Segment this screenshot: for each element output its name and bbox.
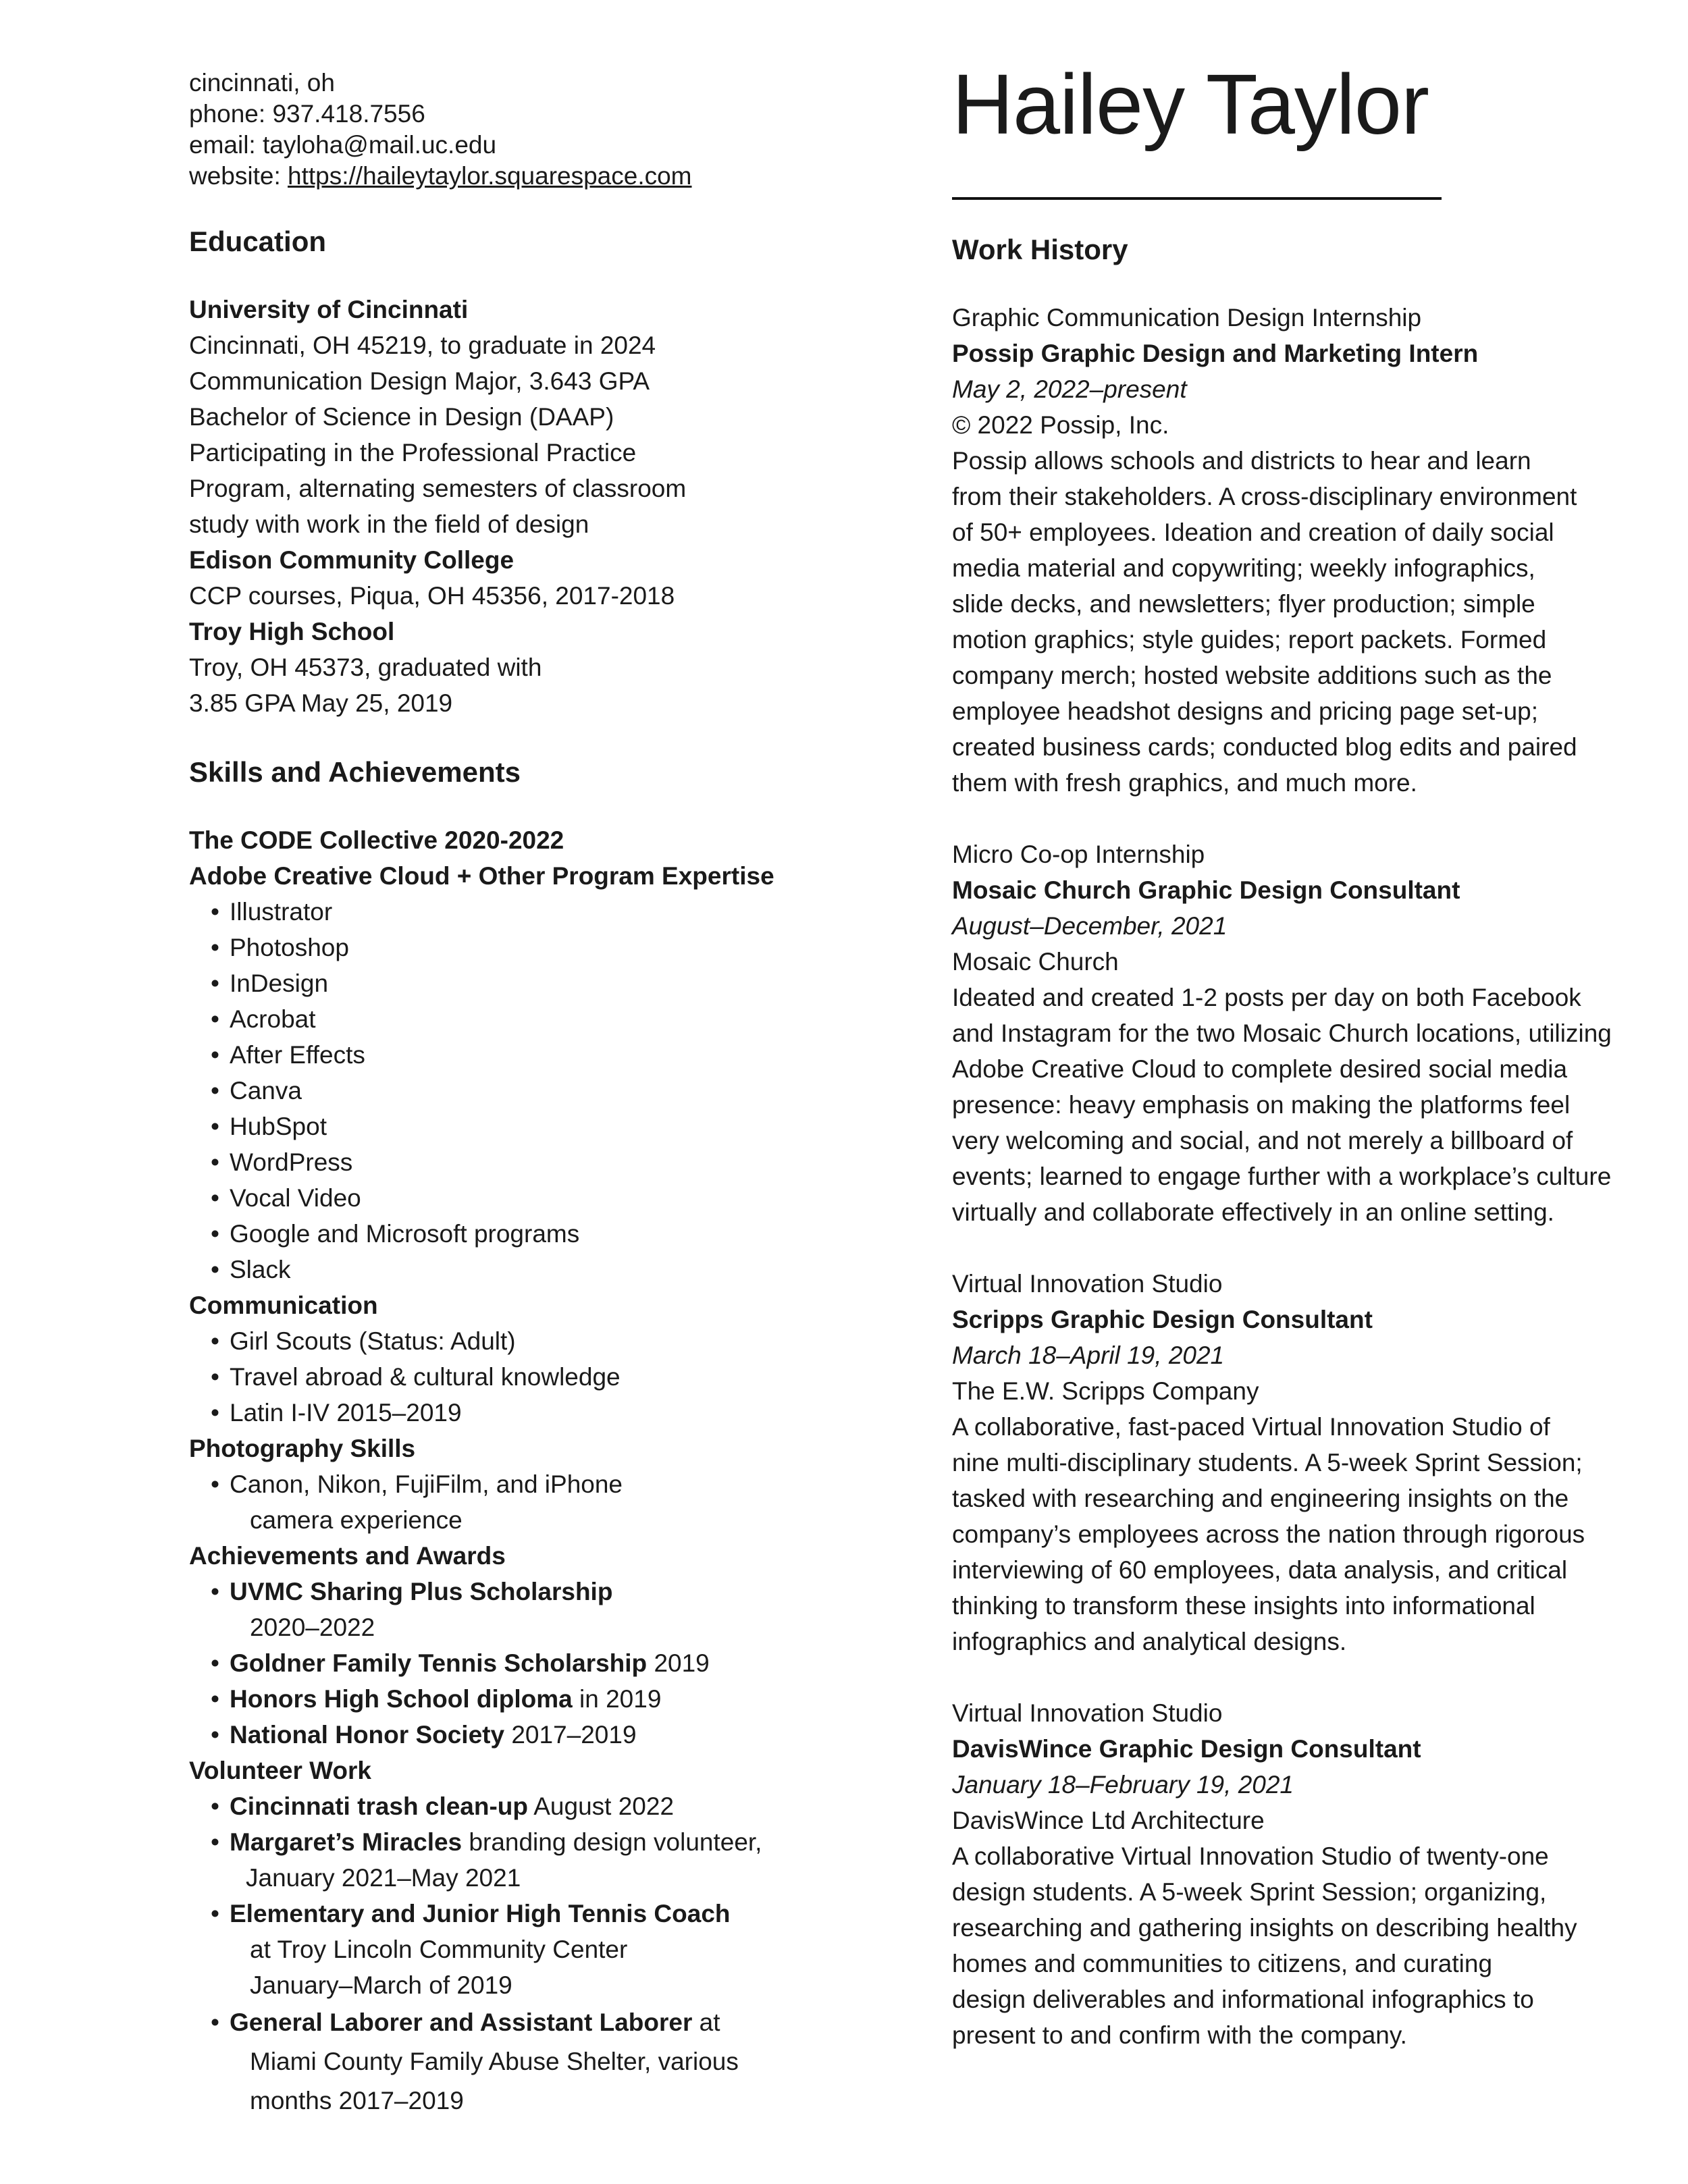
- list-item-continued: months 2017–2019: [250, 2087, 464, 2114]
- job-desc-line: interviewing of 60 employees, data analysis, and critical: [952, 1556, 1568, 1584]
- email: email: tayloha@mail.uc.edu: [189, 131, 497, 159]
- job-desc-line: them with fresh graphics, and much more.: [952, 769, 1417, 797]
- photography-title: Photography Skills: [189, 1435, 416, 1462]
- job-program: Virtual Innovation Studio: [952, 1699, 1223, 1727]
- job-desc-line: employee headshot designs and pricing page set-up;: [952, 697, 1539, 725]
- edu-line: 3.85 GPA May 25, 2019: [189, 689, 453, 717]
- education-troy: [189, 614, 918, 721]
- edu-line: study with work in the field of design: [189, 510, 589, 538]
- website: [189, 161, 918, 192]
- list-item: • Canon, Nikon, FujiFilm, and iPhone: [189, 1466, 918, 1502]
- list-item-continued: January–March of 2019: [250, 1971, 512, 1999]
- adobe-title: Adobe Creative Cloud + Other Program Expertise: [189, 862, 774, 890]
- job-title: Possip Graphic Design and Marketing Intern: [952, 340, 1479, 367]
- edu-line: Participating in the Professional Practice: [189, 439, 637, 467]
- edu-line: CCP courses, Piqua, OH 45356, 2017-2018: [189, 582, 675, 610]
- job-desc-line: homes and communities to citizens, and curating: [952, 1950, 1493, 1977]
- name-title: Hailey Taylor: [952, 57, 1429, 152]
- list-item: [189, 2003, 918, 2042]
- school-name: University of Cincinnati: [189, 296, 469, 323]
- job-scripps: [952, 1266, 1647, 1659]
- job-desc-line: Adobe Creative Cloud to complete desired social media: [952, 1055, 1568, 1083]
- list-item: • Acrobat: [189, 1001, 918, 1037]
- achievements-title: Achievements and Awards: [189, 1542, 506, 1570]
- job-desc-line: media material and copywriting; weekly infographics,: [952, 554, 1535, 582]
- volunteer-detail: at: [692, 2008, 720, 2036]
- volunteer-role: General Laborer and Assistant Laborer: [230, 2008, 693, 2036]
- list-item: [189, 1574, 918, 1609]
- volunteer-detail: August 2022: [528, 1792, 675, 1820]
- job-program: Virtual Innovation Studio: [952, 1270, 1223, 1298]
- volunteer-role: Margaret’s Miracles: [230, 1828, 463, 1856]
- list-item-continued: Miami County Family Abuse Shelter, various: [250, 2048, 739, 2075]
- award-name: Honors High School diploma: [230, 1685, 573, 1713]
- list-item: [189, 1681, 918, 1717]
- edu-line: Communication Design Major, 3.643 GPA: [189, 367, 650, 395]
- edu-line: Cincinnati, OH 45219, to graduate in 2024: [189, 331, 656, 359]
- job-dates: March 18–April 19, 2021: [952, 1341, 1225, 1369]
- list-item: • Vocal Video: [189, 1180, 918, 1216]
- list-item: • Travel abroad & cultural knowledge: [189, 1359, 918, 1395]
- education-uc: [189, 292, 918, 542]
- skills-heading: Skills and Achievements: [189, 756, 521, 788]
- job-company: Mosaic Church: [952, 948, 1119, 976]
- education-edison: [189, 542, 918, 614]
- volunteer-detail: branding design volunteer,: [462, 1828, 762, 1856]
- job-desc-line: from their stakeholders. A cross-disciplinary environment: [952, 483, 1577, 510]
- job-desc-line: of 50+ employees. Ideation and creation of daily social: [952, 518, 1554, 546]
- job-dates: May 2, 2022–present: [952, 375, 1187, 403]
- award-name: UVMC Sharing Plus Scholarship: [230, 1578, 613, 1605]
- list-item-continued: 2020–2022: [250, 1614, 375, 1641]
- job-title: Mosaic Church Graphic Design Consultant: [952, 876, 1460, 904]
- job-desc-line: virtually and collaborate effectively in an online setting.: [952, 1198, 1554, 1226]
- volunteer-role: Cincinnati trash clean-up: [230, 1792, 529, 1820]
- job-dates: August–December, 2021: [952, 912, 1228, 940]
- location: cincinnati, oh: [189, 69, 335, 97]
- award-year: 2019: [647, 1649, 710, 1677]
- list-item: • WordPress: [189, 1144, 918, 1180]
- job-desc-line: company’s employees across the nation through rigorous: [952, 1520, 1585, 1548]
- communication-title: Communication: [189, 1291, 378, 1319]
- list-item: [189, 1896, 918, 1932]
- job-desc-line: motion graphics; style guides; report packets. Formed: [952, 626, 1547, 654]
- job-company: © 2022 Possip, Inc.: [952, 411, 1169, 439]
- school-name: Edison Community College: [189, 546, 515, 574]
- list-item: • Illustrator: [189, 894, 918, 930]
- website-label: website:: [189, 162, 288, 190]
- edu-line: Bachelor of Science in Design (DAAP): [189, 403, 614, 431]
- job-desc-line: and Instagram for the two Mosaic Church locations, utilizing: [952, 1019, 1612, 1047]
- list-item: [189, 1824, 918, 1860]
- award-year: in 2019: [572, 1685, 662, 1713]
- school-name: Troy High School: [189, 618, 395, 645]
- job-company: The E.W. Scripps Company: [952, 1377, 1259, 1405]
- job-desc-line: A collaborative Virtual Innovation Studio of twenty-one: [952, 1842, 1549, 1870]
- job-desc-line: presence: heavy emphasis on making the platforms feel: [952, 1091, 1571, 1119]
- list-item: [189, 1645, 918, 1681]
- job-desc-line: infographics and analytical designs.: [952, 1628, 1347, 1655]
- education-heading: Education: [189, 225, 327, 257]
- job-desc-line: slide decks, and newsletters; flyer production; simple: [952, 590, 1535, 618]
- list-item: • Google and Microsoft programs: [189, 1216, 918, 1252]
- list-item: • Latin I-IV 2015–2019: [189, 1395, 918, 1431]
- right-column: [952, 54, 1647, 2053]
- job-desc-line: tasked with researching and engineering insights on the: [952, 1485, 1569, 1512]
- phone: phone: 937.418.7556: [189, 100, 425, 128]
- list-item-continued: January 2021–May 2021: [246, 1864, 521, 1892]
- list-item: [189, 1717, 918, 1753]
- list-item-continued: at Troy Lincoln Community Center: [250, 1936, 628, 1963]
- job-program: Micro Co-op Internship: [952, 841, 1205, 868]
- job-desc-line: present to and confirm with the company.: [952, 2021, 1407, 2049]
- list-item-continued: camera experience: [250, 1506, 463, 1534]
- job-title: Scripps Graphic Design Consultant: [952, 1306, 1373, 1333]
- list-item: • Canva: [189, 1073, 918, 1109]
- edu-line: Troy, OH 45373, graduated with: [189, 654, 542, 681]
- contact-block: [189, 68, 918, 192]
- list-item: • Girl Scouts (Status: Adult): [189, 1323, 918, 1359]
- job-desc-line: company merch; hosted website additions such as the: [952, 662, 1552, 689]
- job-desc-line: researching and gathering insights on describing healthy: [952, 1914, 1577, 1942]
- volunteer-role: Elementary and Junior High Tennis Coach: [230, 1900, 731, 1927]
- list-item: • Photoshop: [189, 930, 918, 965]
- list-item: [189, 1788, 918, 1824]
- work-heading: Work History: [952, 234, 1128, 265]
- job-program: Graphic Communication Design Internship: [952, 304, 1422, 331]
- job-desc-line: very welcoming and social, and not merely a billboard of: [952, 1127, 1573, 1154]
- job-desc-line: design students. A 5-week Sprint Session; organizing,: [952, 1878, 1547, 1906]
- list-item: • Slack: [189, 1252, 918, 1287]
- job-possip: [952, 300, 1647, 801]
- job-desc-line: Ideated and created 1-2 posts per day on both Facebook: [952, 984, 1581, 1011]
- website-link[interactable]: https://haileytaylor.squarespace.com: [288, 162, 692, 190]
- job-desc-line: design deliverables and informational infographics to: [952, 1986, 1534, 2013]
- job-desc-line: thinking to transform these insights into informational: [952, 1592, 1535, 1620]
- edu-line: Program, alternating semesters of classroom: [189, 475, 687, 502]
- award-name: National Honor Society: [230, 1721, 505, 1749]
- list-item: • InDesign: [189, 965, 918, 1001]
- volunteer-title: Volunteer Work: [189, 1757, 372, 1784]
- job-desc-line: A collaborative, fast-paced Virtual Innovation Studio of: [952, 1413, 1550, 1441]
- award-name: Goldner Family Tennis Scholarship: [230, 1649, 648, 1677]
- job-dates: January 18–February 19, 2021: [952, 1771, 1294, 1799]
- job-desc-line: Possip allows schools and districts to hear and learn: [952, 447, 1531, 475]
- job-title: DavisWince Graphic Design Consultant: [952, 1735, 1421, 1763]
- job-company: DavisWince Ltd Architecture: [952, 1807, 1265, 1834]
- job-mosaic: [952, 836, 1647, 1230]
- list-item: • HubSpot: [189, 1109, 918, 1144]
- list-item: • After Effects: [189, 1037, 918, 1073]
- job-desc-line: nine multi-disciplinary students. A 5-week Sprint Session;: [952, 1449, 1583, 1476]
- award-year: 2017–2019: [504, 1721, 637, 1749]
- job-desc-line: events; learned to engage further with a workplace’s culture: [952, 1163, 1612, 1190]
- job-daviswince: [952, 1695, 1647, 2053]
- left-column: [189, 68, 918, 2121]
- code-collective: The CODE Collective 2020-2022: [189, 826, 564, 854]
- job-desc-line: created business cards; conducted blog edits and paired: [952, 733, 1577, 761]
